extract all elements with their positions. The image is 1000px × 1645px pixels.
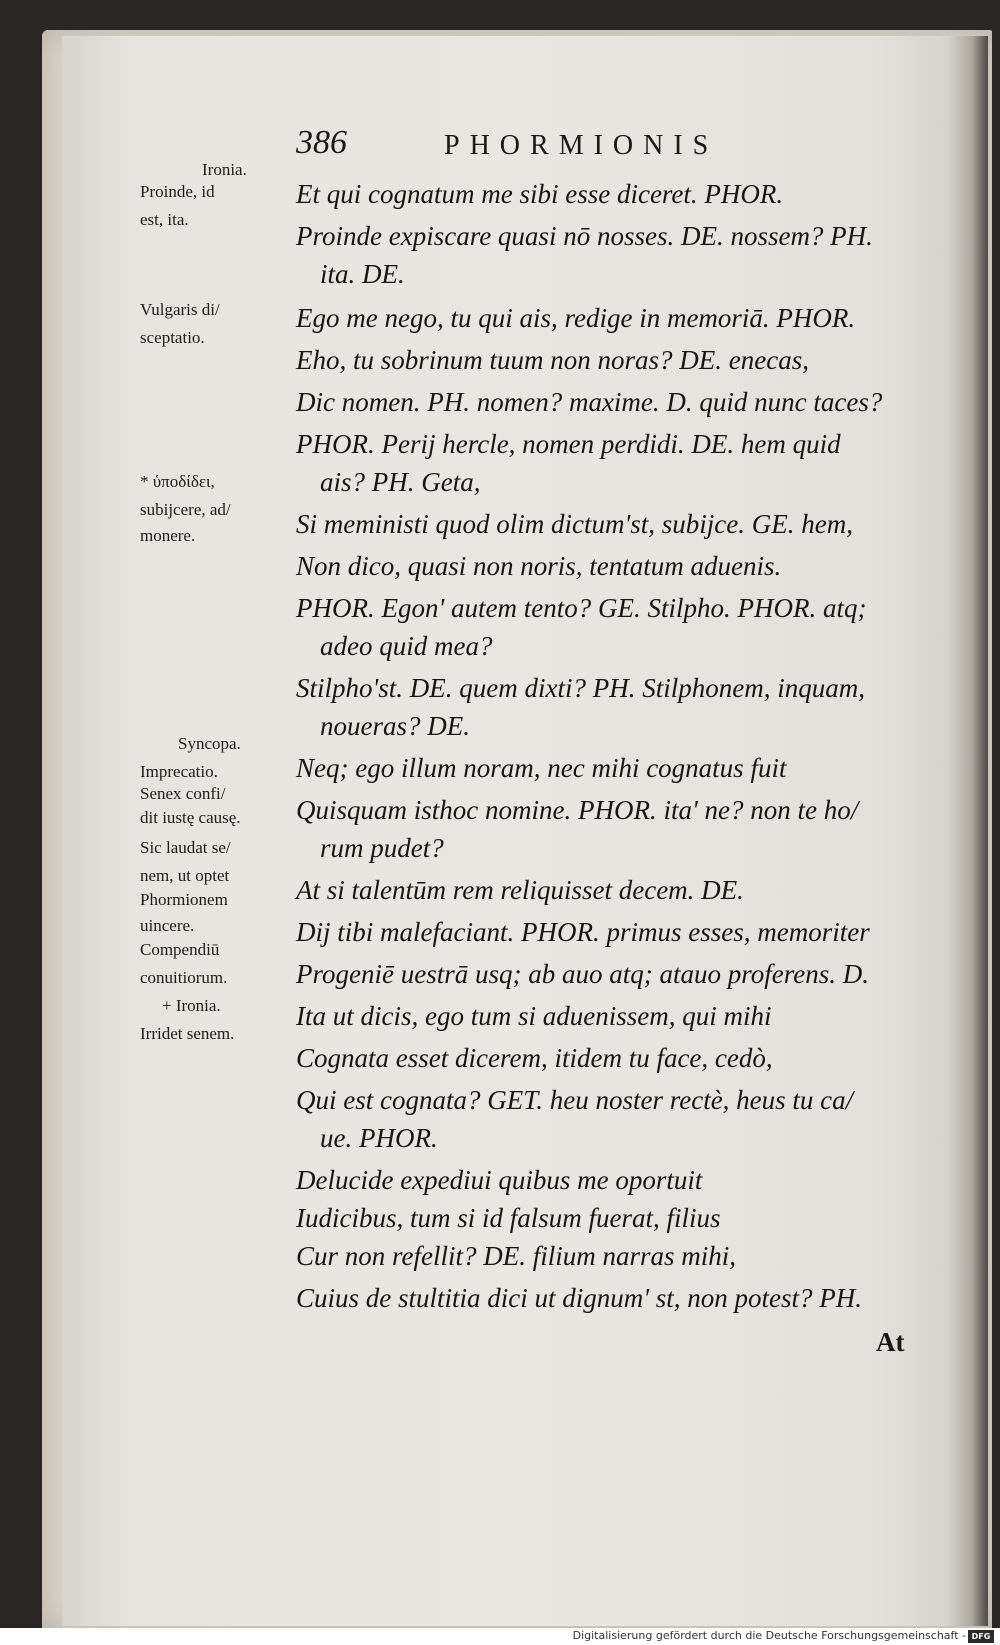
margin-note: Proinde, id — [140, 182, 215, 201]
verse-line: ita. DE. — [320, 259, 405, 289]
verse-line: noueras? DE. — [320, 711, 470, 741]
verse-line: Ita ut dicis, ego tum si aduenissem, qui mihi — [296, 1001, 772, 1031]
verse-line: adeo quid mea? — [320, 631, 493, 661]
verse-line: Progeniē uestrā usq; ab auo atq; atauo proferens. D. — [296, 959, 869, 989]
margin-note: dit iustę causę. — [140, 808, 241, 827]
running-title: PHORMIONIS — [444, 130, 719, 161]
verse-line: Non dico, quasi non noris, tentatum aduenis. — [296, 551, 782, 581]
footer-bar — [0, 1628, 1000, 1645]
verse-line: Dic nomen. PH. nomen? maxime. D. quid nunc taces? — [296, 387, 883, 417]
page-header — [296, 124, 916, 164]
page-gutter-shadow — [948, 36, 988, 1626]
dfg-logo-icon: DFG — [968, 1630, 994, 1643]
margin-note: Imprecatio. — [140, 762, 218, 781]
margin-note: nem, ut optet — [140, 866, 230, 885]
verse-line: Iudicibus, tum si id falsum fuerat, filius — [296, 1203, 721, 1233]
margin-note: uincere. — [140, 916, 195, 935]
verse-line: Cognata esset dicerem, itidem tu face, cedò, — [296, 1043, 773, 1073]
verse-line: Proinde expiscare quasi nō nosses. DE. nossem? PH. — [296, 221, 873, 251]
margin-note: conuitiorum. — [140, 968, 228, 987]
verse-line: Dij tibi malefaciant. PHOR. primus esses, memoriter — [296, 917, 870, 947]
verse-line: ais? PH. Geta, — [320, 467, 481, 497]
margin-note: Irridet senem. — [140, 1024, 235, 1043]
verse-line: Cur non refellit? DE. filium narras mihi, — [296, 1241, 737, 1271]
page-number: 386 — [296, 124, 347, 161]
verse-line: Qui est cognata? GET. heu noster rectè, heus tu ca/ — [296, 1085, 854, 1115]
verse-line: At si talentūm rem reliquisset decem. DE. — [296, 875, 744, 905]
verse-line: rum pudet? — [320, 833, 444, 863]
verse-line: Quisquam isthoc nomine. PHOR. ita' ne? non te ho/ — [296, 795, 859, 825]
margin-note: + Ironia. — [162, 996, 221, 1015]
margin-note: * ὑποδίδει, — [140, 472, 215, 491]
verse-line: Eho, tu sobrinum tuum non noras? DE. enecas, — [296, 345, 809, 375]
margin-note: Syncopa. — [178, 734, 241, 753]
margin-note: Ironia. — [202, 160, 247, 179]
margin-note: Phormionem — [140, 890, 228, 909]
margin-note: monere. — [140, 526, 196, 545]
verse-line: Cuius de stultitia dici ut dignum' st, non potest? PH. — [296, 1283, 863, 1313]
verse-line: PHOR. Egon' autem tento? GE. Stilpho. PHOR. atq; — [296, 593, 867, 623]
margin-note: Vulgaris di/ — [140, 300, 220, 319]
verse-line: Stilpho'st. DE. quem dixti? PH. Stilphonem, inquam, — [296, 673, 865, 703]
catchword: At — [876, 1327, 905, 1357]
margin-note: Senex confi/ — [140, 784, 226, 803]
margin-note: sceptatio. — [140, 328, 205, 347]
verse-line: Et qui cognatum me sibi esse diceret. PHOR. — [296, 179, 784, 209]
verse-line: Si meministi quod olim dictum'st, subijce. GE. hem, — [296, 509, 853, 539]
verse-line: Ego me nego, tu qui ais, redige in memoriā. PHOR. — [296, 303, 856, 333]
verse-line: ue. PHOR. — [320, 1123, 438, 1153]
verse-line: Neq; ego illum noram, nec mihi cognatus fuit — [296, 753, 787, 783]
margin-note: Compendiū — [140, 940, 220, 959]
margin-note: est, ita. — [140, 210, 189, 229]
margin-note: subijcere, ad/ — [140, 500, 231, 519]
margin-note: Sic laudat se/ — [140, 838, 231, 857]
verse-line: Delucide expediui quibus me oportuit — [296, 1165, 703, 1195]
footer-credit: Digitalisierung gefördert durch die Deutsche Forschungsgemeinschaft - — [572, 1629, 966, 1642]
verse-line: PHOR. Perij hercle, nomen perdidi. DE. hem quid — [296, 429, 841, 459]
page — [62, 36, 988, 1626]
